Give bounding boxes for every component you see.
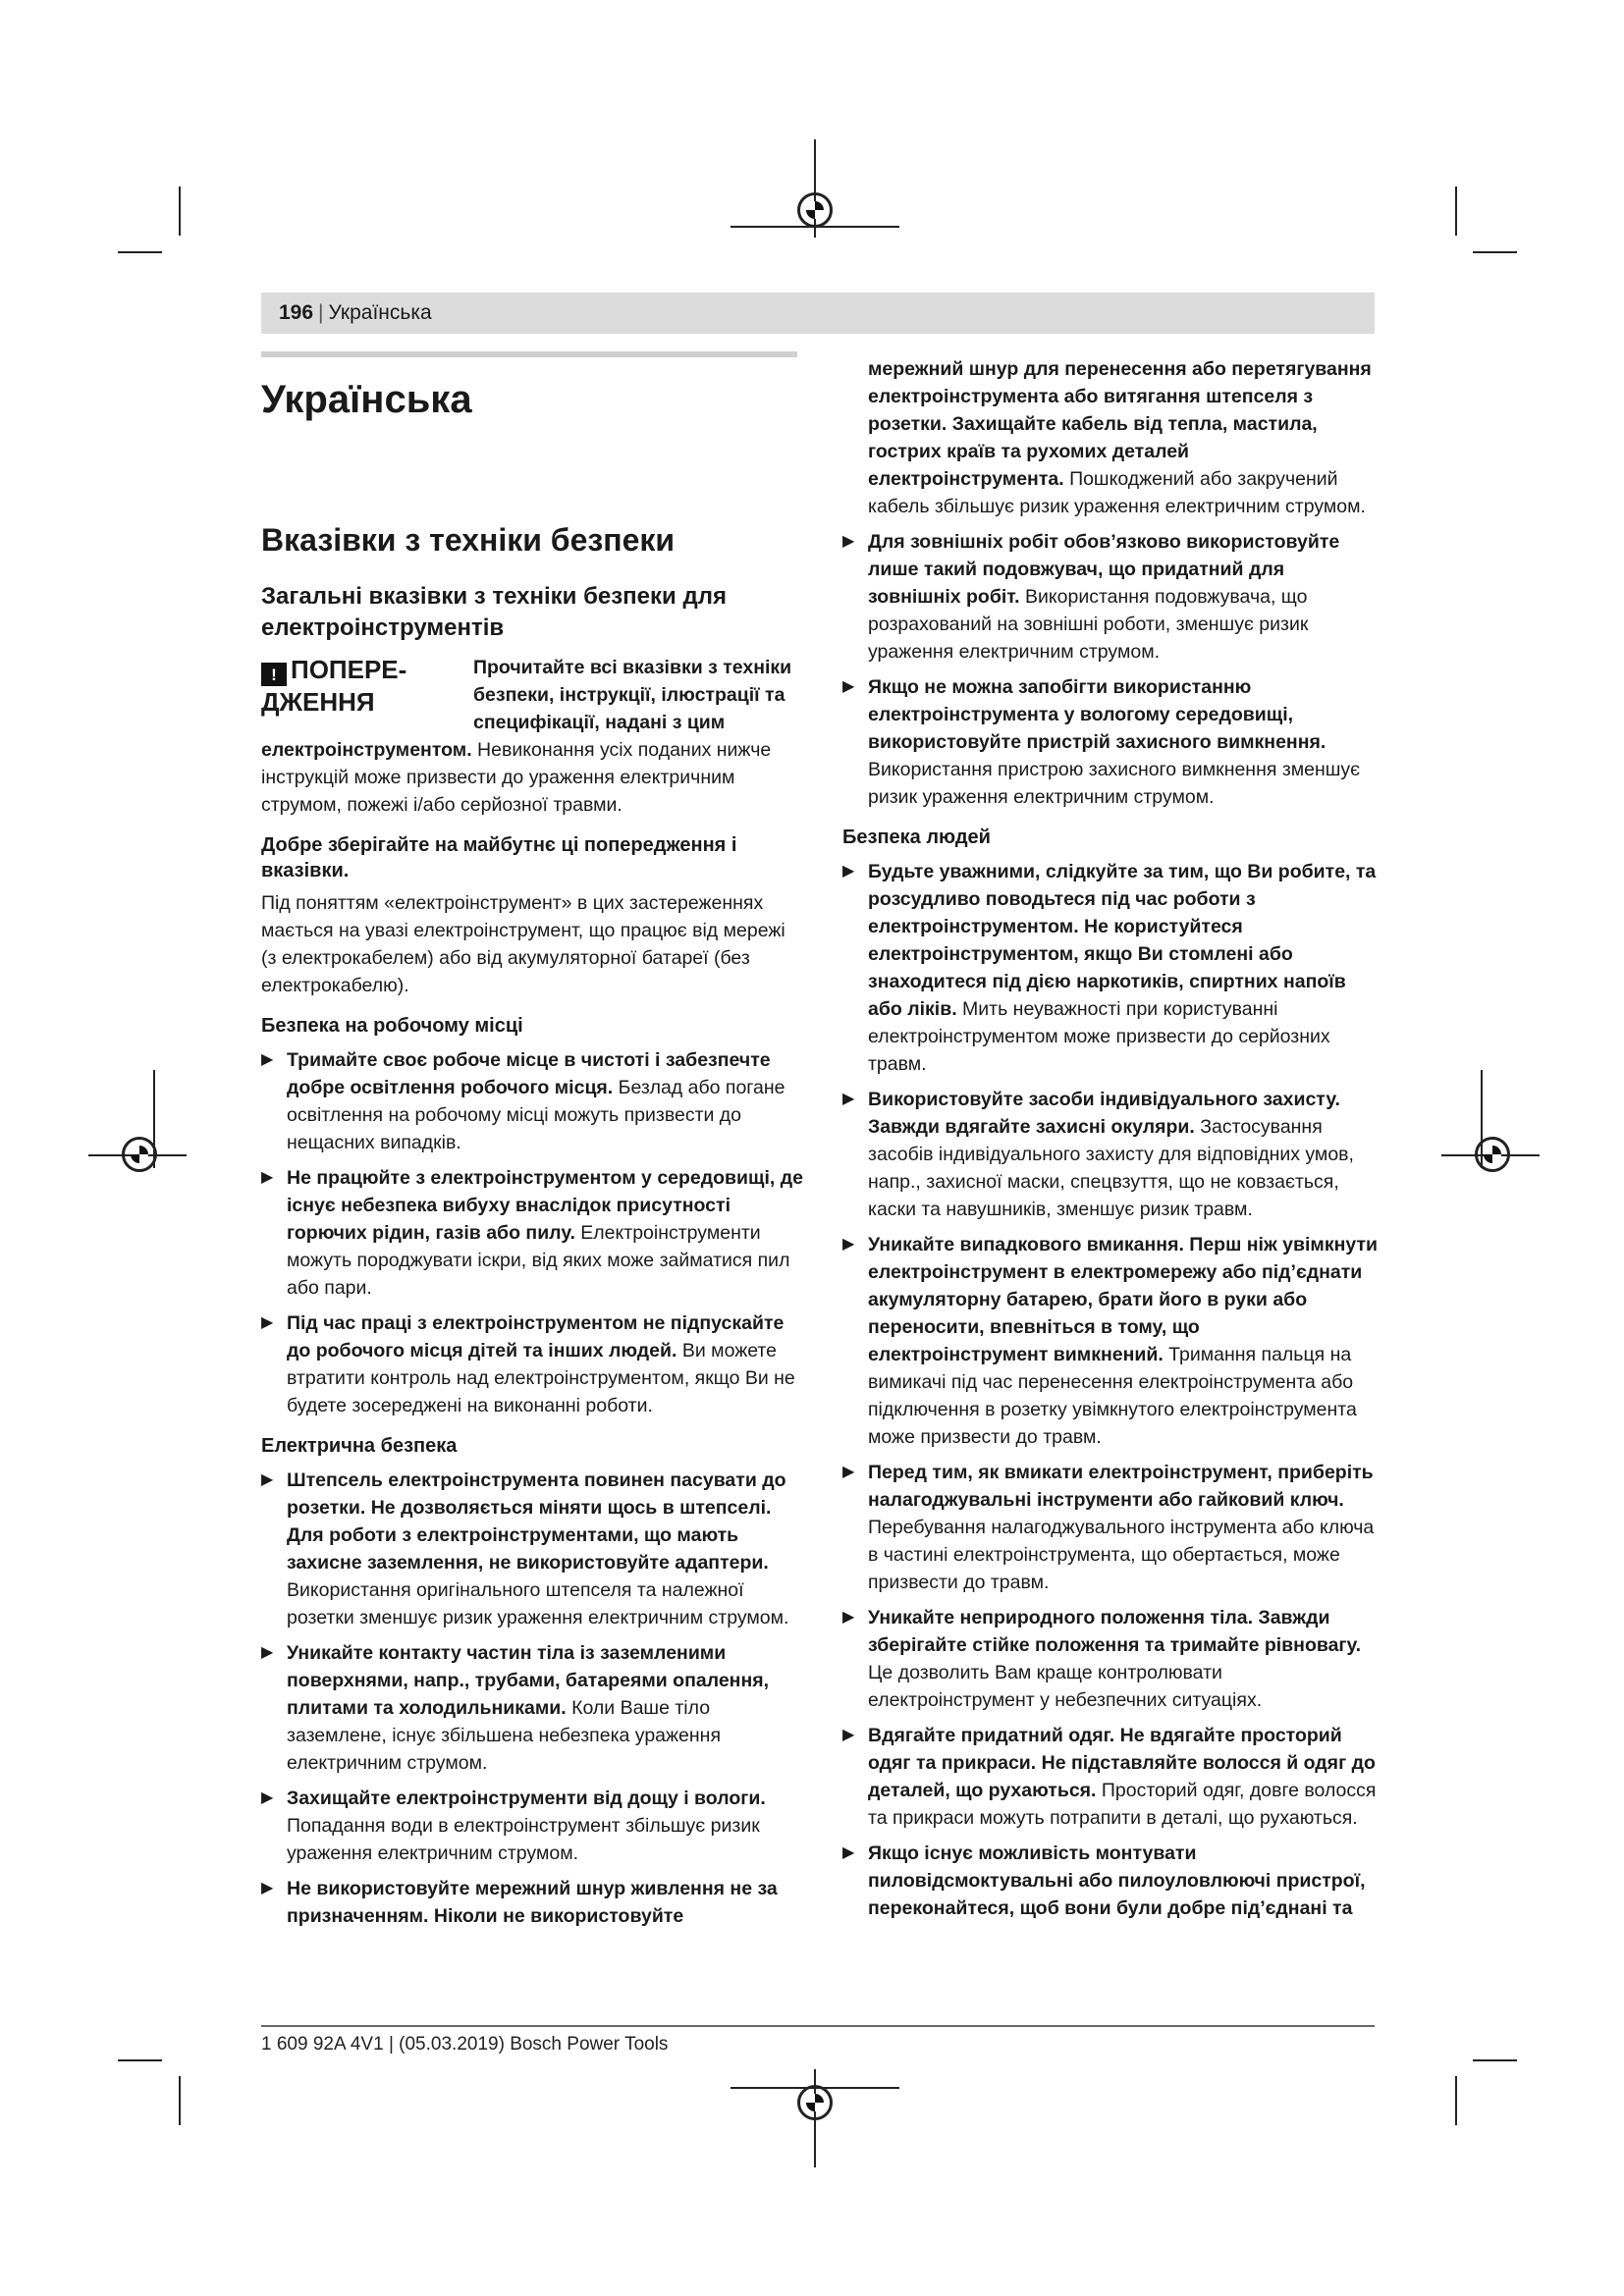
bullet-arrow-icon: ▶ bbox=[261, 1789, 274, 1806]
item-bold: Захищайте електроінструменти від дощу і вологи. bbox=[287, 1788, 766, 1809]
warning-label bbox=[261, 654, 473, 736]
item-bold: Під час праці з електроінструментом не підпускайте до робочого місця дітей та інших людей. bbox=[287, 1312, 785, 1362]
item-text: Використання пристрою захисного вимкнення зменшує ризик ураження електричним струмом. bbox=[868, 759, 1361, 808]
item-text: Безлад або погане освітлення на робочому місці можуть призвести до нещасних випадків. bbox=[287, 1077, 785, 1153]
bullet-arrow-icon: ▶ bbox=[261, 1314, 274, 1331]
bullet-arrow-icon: ▶ bbox=[842, 1844, 855, 1861]
item-bold: Використовуйте засоби індивідуального захисту. Завжди вдягайте захисні окуляри. bbox=[868, 1089, 1340, 1138]
item-text: Просторий одяг, довге волосся та прикраси можуть потрапити в деталі, що рухаються. bbox=[868, 1780, 1377, 1829]
personal-safety-heading: Безпека людей bbox=[842, 827, 991, 848]
registration-target-bottom-icon bbox=[797, 2085, 833, 2120]
list-item bbox=[842, 1459, 1379, 1596]
continued-item-bold: мережний шнур для перенесення або перетягування електроінструмента або витягання штепселя з розетки. Захищайте кабель від тепла, мастила, гострих країв та рухомих деталей електроінструмента. bbox=[868, 358, 1372, 490]
registration-target-right-icon bbox=[1475, 1137, 1510, 1172]
item-bold: Для зовнішніх робіт обов’язково використовуйте лише такий подовжувач, що придатний для зовнішніх робіт. bbox=[868, 531, 1340, 608]
item-bold: Не використовуйте мережний шнур живлення не за призначенням. Ніколи не використовуйте bbox=[287, 1878, 778, 1927]
item-text: Електроінструменти можуть породжувати іскри, від яких може займатися пил або пари. bbox=[287, 1222, 790, 1299]
page-footer: 1 609 92A 4V1 | (05.03.2019) Bosch Power Tools bbox=[261, 2034, 669, 2055]
bullet-arrow-icon: ▶ bbox=[842, 678, 855, 695]
crop-mark-bottom-left-horizontal bbox=[118, 2059, 162, 2061]
page-header bbox=[261, 293, 1375, 334]
workplace-safety-heading: Безпека на робочому місці bbox=[261, 1015, 523, 1037]
item-text: Коли Ваше тіло заземлене, існує збільшена небезпека ураження електричним струмом. bbox=[287, 1697, 721, 1774]
list-item bbox=[261, 1639, 803, 1777]
definition-paragraph: Під поняттям «електроінструмент» в цих застереженнях мається на увазі електроінструмент, що працює від мережі (з електрокабелем) або від акумуляторної батареї (без електрокабелю). bbox=[261, 892, 785, 996]
bullet-arrow-icon: ▶ bbox=[261, 1051, 274, 1068]
list-item bbox=[261, 1785, 803, 1867]
warning-text: Прочитайте всі вказівки з техніки безпеки, інструкції, ілюстрації та специфікації, надані з цим bbox=[473, 657, 792, 733]
registration-target-top-icon bbox=[797, 192, 833, 228]
warning-triangle-icon: ! bbox=[261, 663, 287, 686]
list-item bbox=[842, 528, 1379, 666]
crop-mark-top-left-horizontal bbox=[118, 251, 162, 253]
item-text: Перебування налагоджувального інструмента або ключа в частині електроінструмента, що обертається, може призвести до травм. bbox=[868, 1517, 1375, 1593]
right-column bbox=[842, 355, 1379, 1922]
footer-rule bbox=[261, 2025, 1375, 2027]
bullet-arrow-icon: ▶ bbox=[842, 533, 855, 550]
crop-mark-bottom-left-vertical bbox=[179, 2076, 181, 2125]
item-bold: Штепсель електроінструмента повинен пасувати до розетки. Не дозволяється міняти щось в штепселі. Для роботи з електроінструментами, що мають захисне заземлення, не використовуйте адаптери. bbox=[287, 1469, 786, 1574]
item-text: Використання подовжувача, що розрахований на зовнішні роботи, зменшує ризик ураження електричним струмом. bbox=[868, 586, 1309, 663]
list-item bbox=[842, 1086, 1379, 1223]
item-text: Попадання води в електроінструмент збільшує ризик ураження електричним струмом. bbox=[287, 1815, 760, 1864]
bullet-arrow-icon: ▶ bbox=[261, 1644, 274, 1661]
list-item bbox=[842, 1722, 1379, 1832]
bullet-arrow-icon: ▶ bbox=[842, 1091, 855, 1107]
warning-continuation bbox=[261, 736, 803, 819]
warning-continuation-text: Невиконання усіх поданих нижче інструкцій може призвести до ураження електричним струмом, пожежі і/або серйозної травми. bbox=[261, 739, 772, 816]
bullet-arrow-icon: ▶ bbox=[842, 1727, 855, 1743]
list-item bbox=[261, 1309, 803, 1419]
crop-mark-bottom-right-vertical bbox=[1455, 2076, 1457, 2125]
list-item bbox=[842, 1604, 1379, 1714]
list-item bbox=[261, 1046, 803, 1156]
continued-item-text: Пошкоджений або закручений кабель збільшує ризик ураження електричним струмом. bbox=[868, 468, 1366, 517]
list-item bbox=[261, 1875, 803, 1930]
item-bold: Перед тим, як вмикати електроінструмент, приберіть налагоджувальні інструменти або гайковий ключ. bbox=[868, 1462, 1374, 1511]
list-item bbox=[842, 858, 1379, 1078]
bullet-arrow-icon: ▶ bbox=[842, 1464, 855, 1480]
bullet-arrow-icon: ▶ bbox=[842, 1609, 855, 1626]
section-title: Вказівки з техніки безпеки bbox=[261, 522, 676, 558]
item-text: Використання оригінального штепселя та належної розетки зменшує ризик ураження електричним струмом. bbox=[287, 1579, 789, 1629]
item-bold: Тримайте своє робоче місце в чистоті і забезпечте добре освітлення робочого місця. bbox=[287, 1049, 771, 1098]
list-item bbox=[261, 1467, 803, 1631]
crop-mark-top-left-vertical bbox=[179, 187, 181, 236]
item-text: Застосування засобів індивідуального захисту для відповідних умов, напр., захисної маски, спецвзуття, що не ковзається, каски та навушників, зменшує ризик травм. bbox=[868, 1116, 1354, 1220]
left-column bbox=[261, 353, 803, 1930]
header-separator: | bbox=[318, 301, 324, 324]
bullet-arrow-icon: ▶ bbox=[261, 1880, 274, 1896]
list-item bbox=[842, 1840, 1379, 1922]
item-bold: Будьте уважними, слідкуйте за тим, що Ви робите, та розсудливо поводьтеся під час роботи з електроінструментом. Не користуйтеся електроінструментом, якщо Ви стомлені або знаходитеся під дією наркотиків, спиртних напоїв або ліків. bbox=[868, 861, 1377, 1020]
crop-mark-top-right-vertical bbox=[1455, 187, 1457, 236]
list-item bbox=[261, 1164, 803, 1302]
warning-label-text: ПОПЕРЕ-ДЖЕННЯ bbox=[261, 655, 407, 717]
warning-continuation-bold: електроінструментом. bbox=[261, 739, 472, 761]
crop-mark-top-right-horizontal bbox=[1473, 251, 1517, 253]
item-text: Ви можете втратити контроль над електроінструментом, якщо Ви не будете зосереджені на виконанні роботи. bbox=[287, 1340, 795, 1416]
item-text: Мить неуважності при користуванні електроінструментом може призвести до серйозних травм. bbox=[868, 998, 1330, 1075]
item-bold: Вдягайте придатний одяг. Не вдягайте просторий одяг та прикраси. Не підставляйте волосся й одяг до деталей, що рухаються. bbox=[868, 1725, 1376, 1801]
warning-block bbox=[261, 654, 803, 736]
continued-item bbox=[842, 355, 1379, 520]
item-bold: Уникайте неприродного положення тіла. Завжди зберігайте стійке положення та тримайте рівновагу. bbox=[868, 1607, 1362, 1656]
keep-instructions-heading: Добре зберігайте на майбутнє ці попередження і вказівки. bbox=[261, 834, 737, 881]
crop-mark-bottom-right-horizontal bbox=[1473, 2059, 1517, 2061]
subsection-title: Загальні вказівки з техніки безпеки для електроінструментів bbox=[261, 583, 727, 641]
bullet-arrow-icon: ▶ bbox=[842, 1236, 855, 1253]
list-item bbox=[842, 1231, 1379, 1451]
bullet-arrow-icon: ▶ bbox=[842, 863, 855, 880]
bullet-arrow-icon: ▶ bbox=[261, 1169, 274, 1186]
bullet-arrow-icon: ▶ bbox=[261, 1471, 274, 1488]
electrical-safety-heading: Електрична безпека bbox=[261, 1435, 458, 1457]
item-bold: Уникайте випадкового вмикання. Перш ніж увімкнути електроінструмент в електромережу або під’єднати акумуляторну батарею, брати його в руки або переносити, впевніться в тому, що електроінструмент вимкнений. bbox=[868, 1234, 1379, 1365]
item-bold: Якщо не можна запобігти використанню електроінструмента у вологому середовищі, використовуйте пристрій захисного вимкнення. bbox=[868, 676, 1326, 753]
item-text: Тримання пальця на вимикачі під час перенесення електроінструмента або підключення в розетку увімкнутого електроінструмента може призвести до травм. bbox=[868, 1344, 1357, 1448]
item-bold: Уникайте контакту частин тіла із заземленими поверхнями, напр., трубами, батареями опалення, плитами та холодильниками. bbox=[287, 1642, 770, 1719]
list-item bbox=[842, 673, 1379, 811]
registration-target-left-icon bbox=[122, 1137, 157, 1172]
language-title: Українська bbox=[261, 378, 472, 421]
item-bold: Якщо існує можливість монтувати пиловідсмоктувальні або пилоуловлюючі пристрої, переконайтеся, щоб вони були добре під’єднані та bbox=[868, 1842, 1366, 1919]
header-language: Українська bbox=[328, 301, 432, 324]
page-number: 196 bbox=[279, 301, 314, 324]
item-text: Це дозволить Вам краще контролювати електроінструмент у небезпечних ситуаціях. bbox=[868, 1662, 1263, 1711]
item-bold: Не працюйте з електроінструментом у середовищі, де існує небезпека вибуху внаслідок присутності горючих рідин, газів або пилу. bbox=[287, 1167, 803, 1244]
